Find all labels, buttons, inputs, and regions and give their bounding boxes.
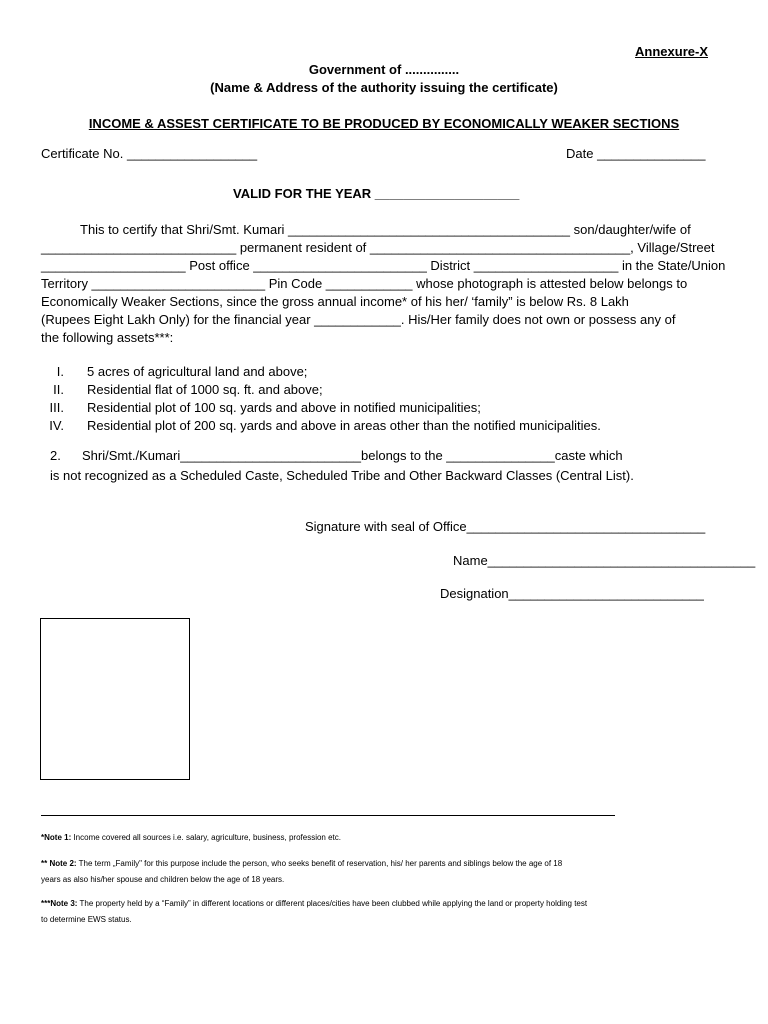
note-2-continued: years as also his/her spouse and children below the age of 18 years.	[41, 875, 285, 884]
signature-field: Signature with seal of Office_________________________________	[305, 519, 706, 534]
date-field: Date _______________	[566, 146, 706, 161]
note-1-label: *Note 1:	[41, 833, 72, 842]
name-field: Name_____________________________________	[453, 553, 756, 568]
annexure-label: Annexure-X	[635, 44, 708, 59]
certificate-title: INCOME & ASSEST CERTIFICATE TO BE PRODUCED BY ECONOMICALLY WEAKER SECTIONS	[88, 116, 680, 131]
note-2-text: The term „Family" for this purpose include the person, who seeks benefit of reservation, his/ her parents and siblings below the age of 18	[76, 859, 563, 868]
note-3-text: The property held by a “Family” in different locations or different places/cities have been clubbed while applying the land or property holding test	[77, 899, 588, 908]
government-line: Government of ...............	[308, 62, 460, 77]
asset-number: I.	[56, 364, 64, 379]
body-line-5-text: Economically Weaker Sections, since the gross annual income* of his her/ ‘family” is below Rs. 8 Lakh	[41, 294, 629, 309]
photograph-box	[40, 618, 190, 780]
body-line-4	[41, 276, 718, 291]
note-3-label: ***Note 3:	[41, 899, 78, 908]
body-line-2-text: ___________________________ permanent resident of ____________________________________, Village/Street	[41, 240, 715, 255]
caste-line-2: is not recognized as a Scheduled Caste, Scheduled Tribe and Other Backward Classes (Central List).	[50, 468, 634, 483]
asset-number: IV.	[49, 418, 64, 433]
note-2-label: ** Note 2:	[41, 859, 77, 868]
authority-line: (Name & Address of the authority issuing the certificate)	[210, 80, 558, 95]
body-line-1: This to certify that Shri/Smt. Kumari _______________________________________ son/daughter/wife of	[80, 222, 691, 237]
body-line-4-text: Territory ________________________ Pin Code ____________ whose photograph is attested below belongs to	[41, 276, 688, 291]
body-line-2	[41, 240, 718, 255]
body-line-5	[41, 294, 718, 309]
caste-line-1: Shri/Smt./Kumari_________________________belongs to the _______________caste which	[82, 448, 623, 463]
designation-field: Designation___________________________	[440, 586, 704, 601]
body-line-6-text: (Rupees Eight Lakh Only) for the financial year ____________. His/Her family does not own or possess any of	[41, 312, 676, 327]
footnote-divider	[41, 815, 615, 816]
valid-for-year: VALID FOR THE YEAR ____________________	[233, 186, 520, 201]
note-1-text: Income covered all sources i.e. salary, agriculture, business, profession etc.	[71, 833, 341, 842]
certificate-number-field: Certificate No. __________________	[41, 146, 258, 161]
asset-number: II.	[53, 382, 64, 397]
asset-item: 5 acres of agricultural land and above;	[87, 364, 308, 379]
asset-item: Residential plot of 200 sq. yards and above in areas other than the notified municipalities.	[87, 418, 601, 433]
note-3-continued: to determine EWS status.	[41, 915, 132, 924]
note-1	[41, 829, 341, 847]
body-line-6	[41, 312, 718, 327]
asset-item: Residential flat of 1000 sq. ft. and above;	[87, 382, 323, 397]
body-line-7: the following assets***:	[41, 330, 174, 345]
body-line-3-text: ____________________ Post office ________________________ District ____________________ in the State/Union	[41, 258, 726, 273]
body-line-3	[41, 258, 726, 273]
caste-number: 2.	[50, 448, 61, 463]
asset-item: Residential plot of 100 sq. yards and above in notified municipalities;	[87, 400, 481, 415]
asset-number: III.	[49, 400, 64, 415]
